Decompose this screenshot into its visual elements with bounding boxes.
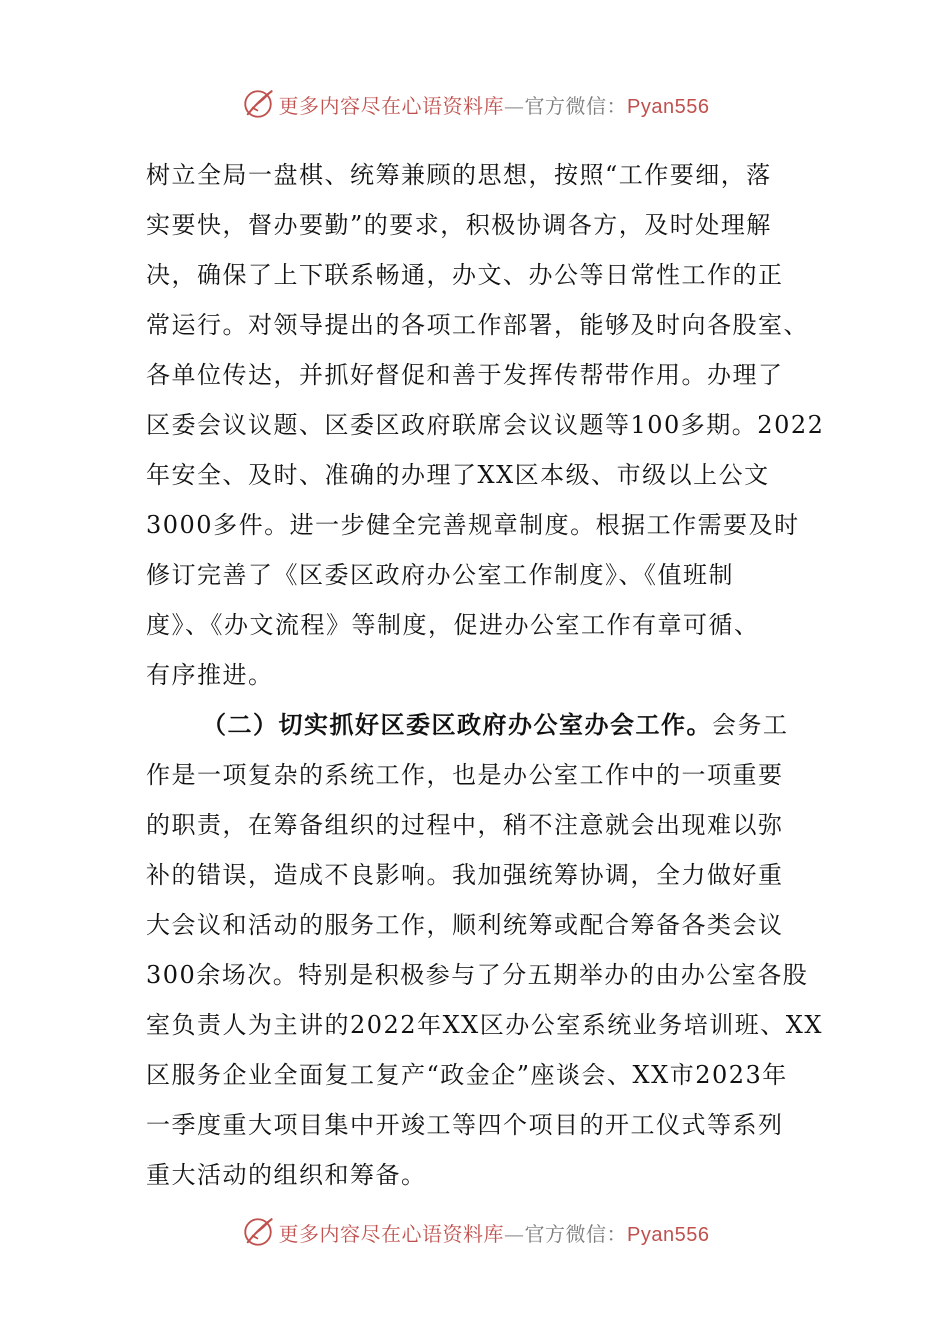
- text-line: 一季度重大项目集中开竣工等四个项目的开工仪式等系列: [146, 1111, 784, 1139]
- text-line: 度》、《办文流程》等制度，促进办公室工作有章可循、: [146, 611, 760, 639]
- text-line: 有序推进。: [146, 661, 274, 689]
- text-line: 补的错误，造成不良影响。我加强统筹协调，全力做好重: [146, 861, 784, 889]
- watermark-separator: —: [504, 93, 525, 118]
- text-line: 常运行。对领导提出的各项工作部署，能够及时向各股室、: [146, 311, 809, 339]
- text-line: 实要快，督办要勤”的要求，积极协调各方，及时处理解: [146, 211, 772, 239]
- watermark-main-text: 更多内容尽在心语资料库: [278, 1221, 505, 1246]
- quill-logo-icon: [241, 87, 275, 121]
- watermark-main-text: 更多内容尽在心语资料库: [278, 93, 505, 118]
- text-line: 区服务企业全面复工复产“政金企”座谈会、XX市2023年: [146, 1061, 788, 1089]
- text-line: 作是一项复杂的系统工作，也是办公室工作中的一项重要: [146, 761, 784, 789]
- watermark-wechat-id: Pyan556: [627, 95, 710, 118]
- text-line: 修订完善了《区委区政府办公室工作制度》、《值班制: [146, 561, 734, 589]
- quill-logo-icon: [241, 1215, 275, 1249]
- text-line: 的职责，在筹备组织的过程中，稍不注意就会出现难以弥: [146, 811, 784, 839]
- watermark-text: [279, 1218, 710, 1247]
- document-body: [146, 150, 825, 1200]
- heading-line-rest: 会务工: [712, 711, 789, 739]
- footer-watermark: [0, 1212, 950, 1252]
- text-line: 3000多件。进一步健全完善规章制度。根据工作需要及时: [146, 511, 800, 539]
- text-line: 年安全、及时、准确的办理了XX区本级、市级以上公文: [146, 461, 770, 489]
- text-line: 重大活动的组织和筹备。: [146, 1161, 427, 1189]
- watermark-separator: —: [504, 1221, 525, 1246]
- text-line: 决，确保了上下联系畅通，办文、办公等日常性工作的正: [146, 261, 784, 289]
- paragraph-1: [146, 150, 825, 700]
- watermark-wechat-id: Pyan556: [627, 1223, 710, 1246]
- watermark-official-label: 官方微信：: [524, 1221, 628, 1246]
- header-watermark: [0, 84, 950, 124]
- text-line: 树立全局一盘棋、统筹兼顾的思想，按照“工作要细，落: [146, 161, 772, 189]
- text-line: [146, 700, 814, 750]
- paragraph-2: [146, 700, 823, 1200]
- text-line: 大会议和活动的服务工作，顺利统筹或配合筹备各类会议: [146, 911, 784, 939]
- text-line: 各单位传达，并抓好督促和善于发挥传帮带作用。办理了: [146, 361, 784, 389]
- text-line: 300余场次。特别是积极参与了分五期举办的由办公室各股: [146, 961, 809, 989]
- section-heading: （二）切实抓好区委区政府办公室办会工作。: [202, 710, 712, 739]
- text-line: 区委会议议题、区委区政府联席会议议题等100多期。2022: [146, 411, 825, 439]
- watermark-official-label: 官方微信：: [524, 93, 628, 118]
- text-line: 室负责人为主讲的2022年XX区办公室系统业务培训班、XX: [146, 1011, 823, 1039]
- watermark-text: [279, 90, 710, 119]
